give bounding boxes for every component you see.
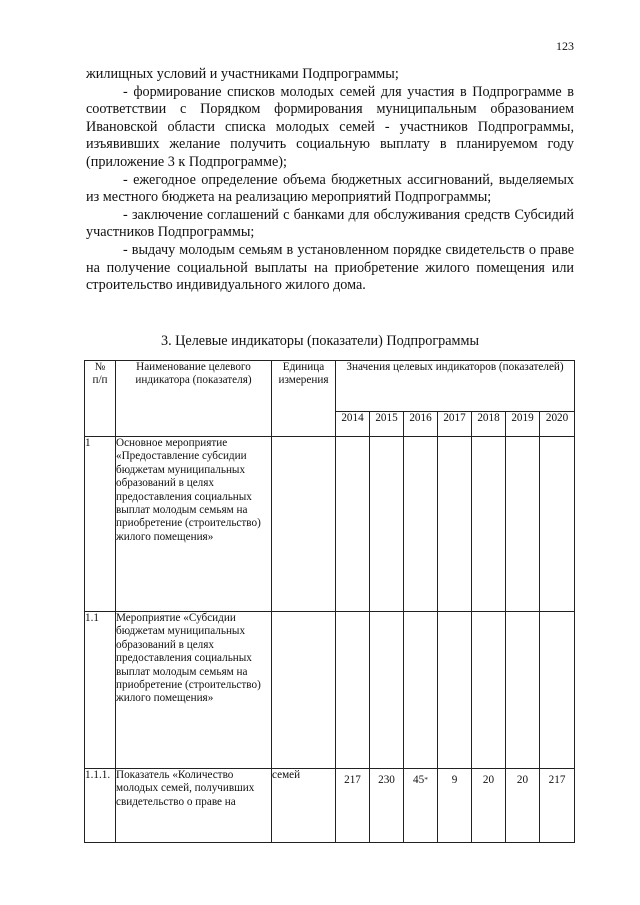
table-row <box>85 437 575 612</box>
indicators-table <box>84 360 575 843</box>
header-year: 2014 <box>336 412 370 437</box>
table-row <box>85 612 575 769</box>
header-year: 2017 <box>438 412 472 437</box>
header-year: 2015 <box>370 412 404 437</box>
row-value <box>438 612 472 769</box>
row-value <box>438 437 472 612</box>
paragraph: - формирование списков молодых семей для участия в Подпрограмме в соответствии с Порядком формирования муниципальным образованием Ивановской области списка молодых семей - участников Подпрограммы, изъявивших желание получить социальную выплату в планируемом году (приложение 3 к Подпрограмме); <box>86 83 574 170</box>
row-name: Мероприятие «Субсидии бюджетам муниципальных образований в целях предоставления социальных выплат молодым семьям на приобретение (строительство) жилого помещения» <box>116 612 272 769</box>
row-value <box>370 437 404 612</box>
footnote-mark: * <box>424 775 428 784</box>
header-name: Наименование целевого индикатора (показателя) <box>116 361 272 437</box>
header-values-group: Значения целевых индикаторов (показателей) <box>336 361 575 412</box>
row-value <box>472 437 506 612</box>
header-year: 2016 <box>404 412 438 437</box>
row-num: 1.1 <box>85 612 116 769</box>
row-value: 45* <box>404 769 438 843</box>
paragraph: - выдачу молодым семьям в установленном порядке свидетельств о праве на получение социальной выплаты на приобретение жилого помещения или строительство индивидуального жилого дома. <box>86 241 574 294</box>
row-num: 1 <box>85 437 116 612</box>
row-value: 20 <box>472 769 506 843</box>
row-value <box>336 612 370 769</box>
row-value: 9 <box>438 769 472 843</box>
header-num: № п/п <box>85 361 116 437</box>
paragraph: - заключение соглашений с банками для обслуживания средств Субсидий участников Подпрограммы; <box>86 206 574 241</box>
row-value: 217 <box>540 769 575 843</box>
row-value: 217 <box>336 769 370 843</box>
row-unit <box>272 612 336 769</box>
row-value <box>404 437 438 612</box>
header-year: 2019 <box>506 412 540 437</box>
row-value <box>540 437 575 612</box>
paragraph: жилищных условий и участниками Подпрограммы; <box>86 66 399 82</box>
table-row <box>85 769 575 843</box>
row-value: 20 <box>506 769 540 843</box>
paragraph: - ежегодное определение объема бюджетных ассигнований, выделяемых из местного бюджета на реализацию мероприятий Подпрограммы; <box>86 171 574 206</box>
row-unit <box>272 437 336 612</box>
section-title: 3. Целевые индикаторы (показатели) Подпрограммы <box>160 333 480 349</box>
row-num: 1.1.1. <box>85 769 116 843</box>
header-unit: Единица измерения <box>272 361 336 437</box>
table-header-row <box>85 361 575 412</box>
row-value <box>506 437 540 612</box>
row-value <box>370 612 404 769</box>
body-text <box>86 66 574 295</box>
row-value <box>472 612 506 769</box>
header-year: 2018 <box>472 412 506 437</box>
header-year: 2020 <box>540 412 575 437</box>
row-name: Основное мероприятие «Предоставление субсидии бюджетам муниципальных образований в целях предоставления социальных выплат молодым семьям на приобретение (строительство) жилого помещения» <box>116 437 272 612</box>
row-value: 230 <box>370 769 404 843</box>
row-value <box>404 612 438 769</box>
row-value <box>336 437 370 612</box>
row-name: Показатель «Количество молодых семей, получивших свидетельство о праве на <box>116 769 272 843</box>
row-unit: семей <box>272 769 336 843</box>
page-number: 123 <box>556 39 574 53</box>
row-value <box>506 612 540 769</box>
row-value <box>540 612 575 769</box>
